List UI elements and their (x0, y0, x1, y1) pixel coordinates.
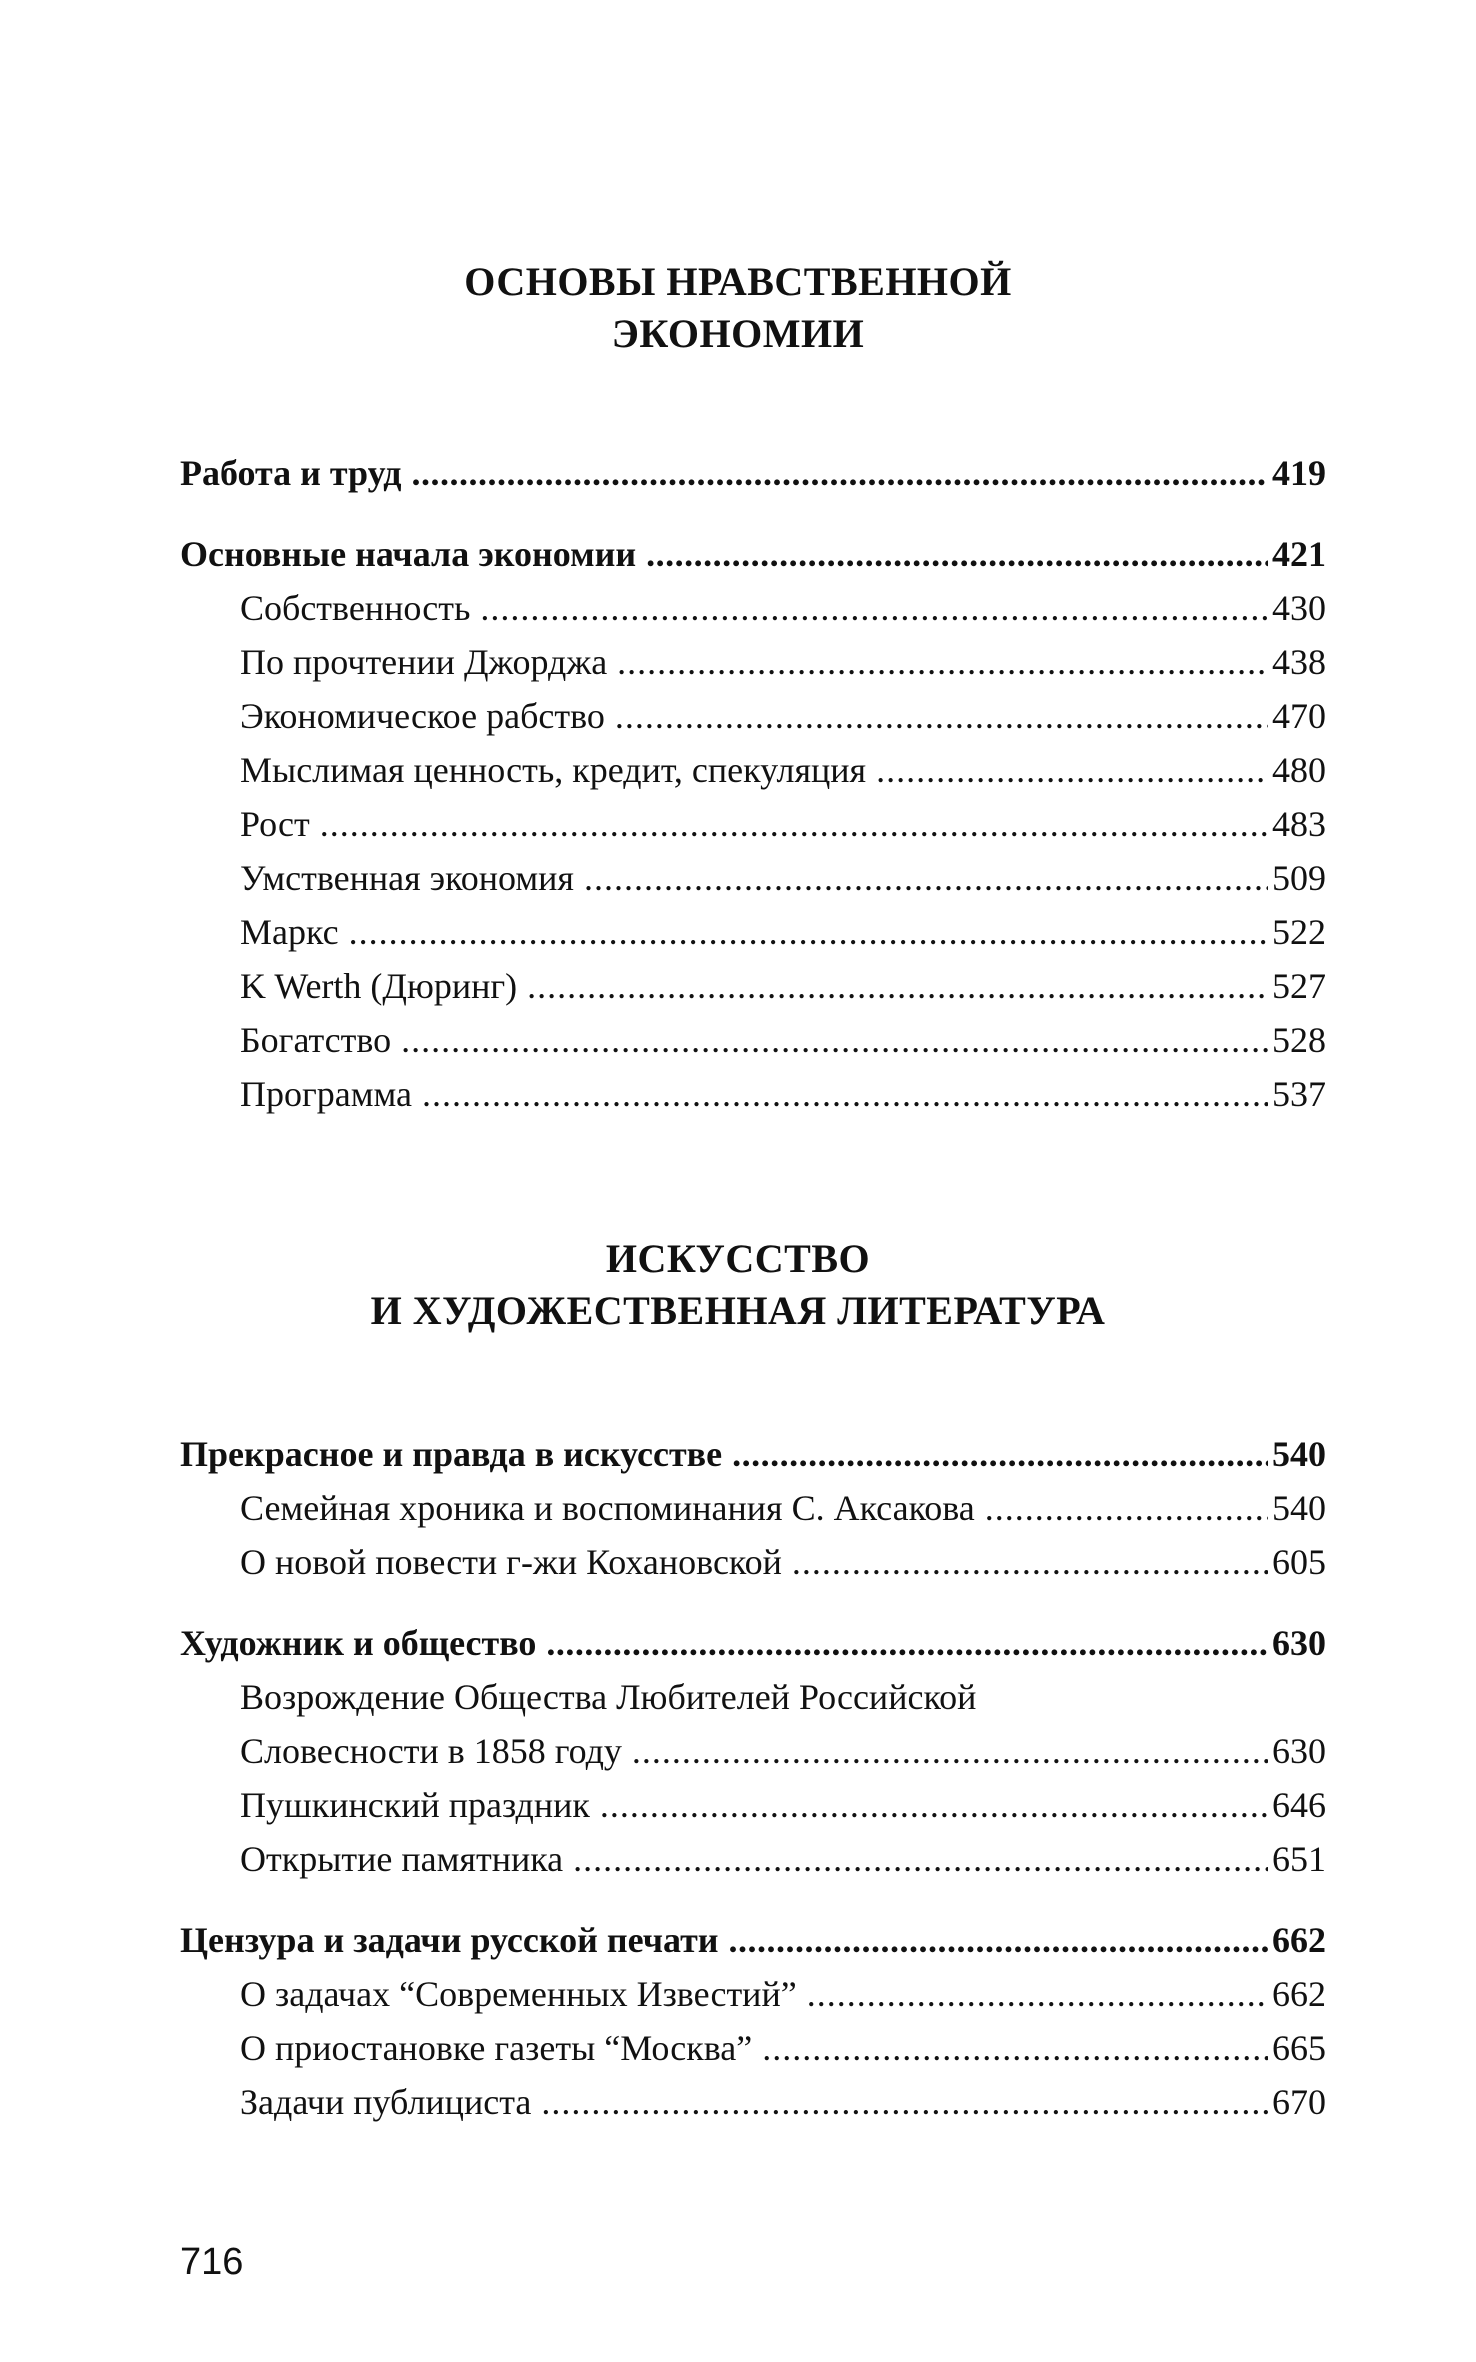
toc-entry-title: Возрождение Общества Любителей Российской (240, 1677, 977, 1717)
dot-leader (762, 2021, 1268, 2075)
toc-entry-title: Пушкинский праздник (240, 1785, 590, 1825)
dot-leader (480, 581, 1268, 635)
dot-leader (573, 1832, 1268, 1886)
toc-entry-page: 430 (1272, 588, 1326, 628)
toc-entry-sub (180, 1832, 1326, 1886)
toc-entry-title: По прочтении Джорджа (240, 642, 608, 682)
toc-entry-sub (180, 689, 1326, 743)
dot-leader (527, 959, 1268, 1013)
dot-leader (646, 527, 1268, 581)
section-heading-line: ОСНОВЫ НРАВСТВЕННОЙ (464, 259, 1012, 304)
toc-entry-page: 470 (1272, 696, 1326, 736)
toc-entry-main (180, 527, 1326, 581)
section-heading-art-literature (0, 1233, 1476, 1337)
section-heading-line: ЭКОНОМИИ (611, 311, 865, 356)
toc-entry-page: 662 (1272, 1920, 1326, 1960)
dot-leader (617, 635, 1268, 689)
section-heading-line: И ХУДОЖЕСТВЕННАЯ ЛИТЕРАТУРА (370, 1288, 1106, 1333)
toc-entry-title: K Werth (Дюринг) (240, 966, 518, 1006)
toc-entry-sub (180, 1013, 1326, 1067)
dot-leader (632, 1724, 1268, 1778)
toc-entry-main (180, 1616, 1326, 1670)
toc-entry-title: Прекрасное и правда в искусстве (180, 1434, 723, 1474)
dot-leader (876, 743, 1268, 797)
toc-entry-sub (180, 797, 1326, 851)
toc-entry-page: 438 (1272, 642, 1326, 682)
toc-entry-title: Основные начала экономии (180, 534, 637, 574)
dot-leader (401, 1013, 1268, 1067)
toc-entry-page: 630 (1272, 1623, 1326, 1663)
toc-entry-title: Маркс (240, 912, 339, 952)
toc-entry-page: 605 (1272, 1542, 1326, 1582)
toc-entry-page: 528 (1272, 1020, 1326, 1060)
dot-leader (985, 1481, 1268, 1535)
section-heading-line: ИСКУССТВО (605, 1236, 871, 1281)
toc-entry-page: 509 (1272, 858, 1326, 898)
toc-entry-page: 646 (1272, 1785, 1326, 1825)
toc-entry-page: 527 (1272, 966, 1326, 1006)
toc-entry-sub (180, 1481, 1326, 1535)
toc-entry-title: Богатство (240, 1020, 392, 1060)
dot-leader (600, 1778, 1268, 1832)
dot-leader (807, 1967, 1268, 2021)
toc-entry-sub (180, 905, 1326, 959)
toc-entry-title: Словесности в 1858 году (240, 1731, 622, 1771)
toc-entry-sub (180, 2075, 1326, 2129)
toc-entry-title: Семейная хроника и воспоминания С. Аксакова (240, 1488, 975, 1528)
toc-entry-title: О новой повести г-жи Кохановской (240, 1542, 782, 1582)
toc-entry-page: 540 (1272, 1434, 1326, 1474)
toc-entry-title: Открытие памятника (240, 1839, 564, 1879)
toc-entry-sub (180, 959, 1326, 1013)
toc-entry-page: 419 (1272, 453, 1326, 493)
toc-entry-sub-continued (180, 1670, 1326, 1724)
toc-entry-title: Работа и труд (180, 453, 402, 493)
toc-entry-main (180, 1427, 1326, 1481)
dot-leader (792, 1535, 1268, 1589)
toc-entry-page: 522 (1272, 912, 1326, 952)
dot-leader (584, 851, 1268, 905)
toc-entry-sub (180, 1967, 1326, 2021)
dot-leader (541, 2075, 1268, 2129)
toc-entry-sub (180, 635, 1326, 689)
toc-entry-title: Мыслимая ценность, кредит, спекуляция (240, 750, 867, 790)
section-heading-ethical-economy (0, 256, 1476, 360)
toc-entry-page: 665 (1272, 2028, 1326, 2068)
toc-entry-main (180, 1913, 1326, 1967)
toc-entry-sub (180, 1535, 1326, 1589)
toc-entry-title: Задачи публициста (240, 2082, 532, 2122)
toc-entry-title: Художник и общество (180, 1623, 537, 1663)
toc-entry-page: 662 (1272, 1974, 1326, 2014)
toc-entry-page: 421 (1272, 534, 1326, 574)
toc-entry-title: Собственность (240, 588, 471, 628)
toc-entry-sub (180, 851, 1326, 905)
dot-leader (729, 1913, 1268, 1967)
dot-leader (412, 446, 1268, 500)
toc-entry-title: Экономическое рабство (240, 696, 605, 736)
toc-entry-page: 670 (1272, 2082, 1326, 2122)
toc-entry-page: 540 (1272, 1488, 1326, 1528)
toc-entry-title: Программа (240, 1074, 413, 1114)
page-number: 716 (180, 2241, 244, 2283)
toc-entry-sub (180, 2021, 1326, 2075)
toc-entry-sub (180, 581, 1326, 635)
toc-entry-title: Умственная экономия (240, 858, 574, 898)
toc-entry-sub (180, 743, 1326, 797)
toc-entry-sub (180, 1067, 1326, 1121)
toc-entry-sub (180, 1778, 1326, 1832)
dot-leader (546, 1616, 1268, 1670)
toc-entry-sub (180, 1724, 1326, 1778)
toc-entry-title: О задачах “Современных Известий” (240, 1974, 797, 2014)
dot-leader (422, 1067, 1268, 1121)
toc-entry-title: Цензура и задачи русской печати (180, 1920, 719, 1960)
toc-entry-page: 651 (1272, 1839, 1326, 1879)
toc-entry-page: 480 (1272, 750, 1326, 790)
toc-entry-title: Рост (240, 804, 310, 844)
toc-entry-page: 483 (1272, 804, 1326, 844)
dot-leader (349, 905, 1268, 959)
toc-entry-title: О приостановке газеты “Москва” (240, 2028, 753, 2068)
toc-entry-page: 630 (1272, 1731, 1326, 1771)
toc-entry-page: 537 (1272, 1074, 1326, 1114)
dot-leader (320, 797, 1268, 851)
dot-leader (732, 1427, 1268, 1481)
toc-entry-main (180, 446, 1326, 500)
dot-leader (615, 689, 1268, 743)
